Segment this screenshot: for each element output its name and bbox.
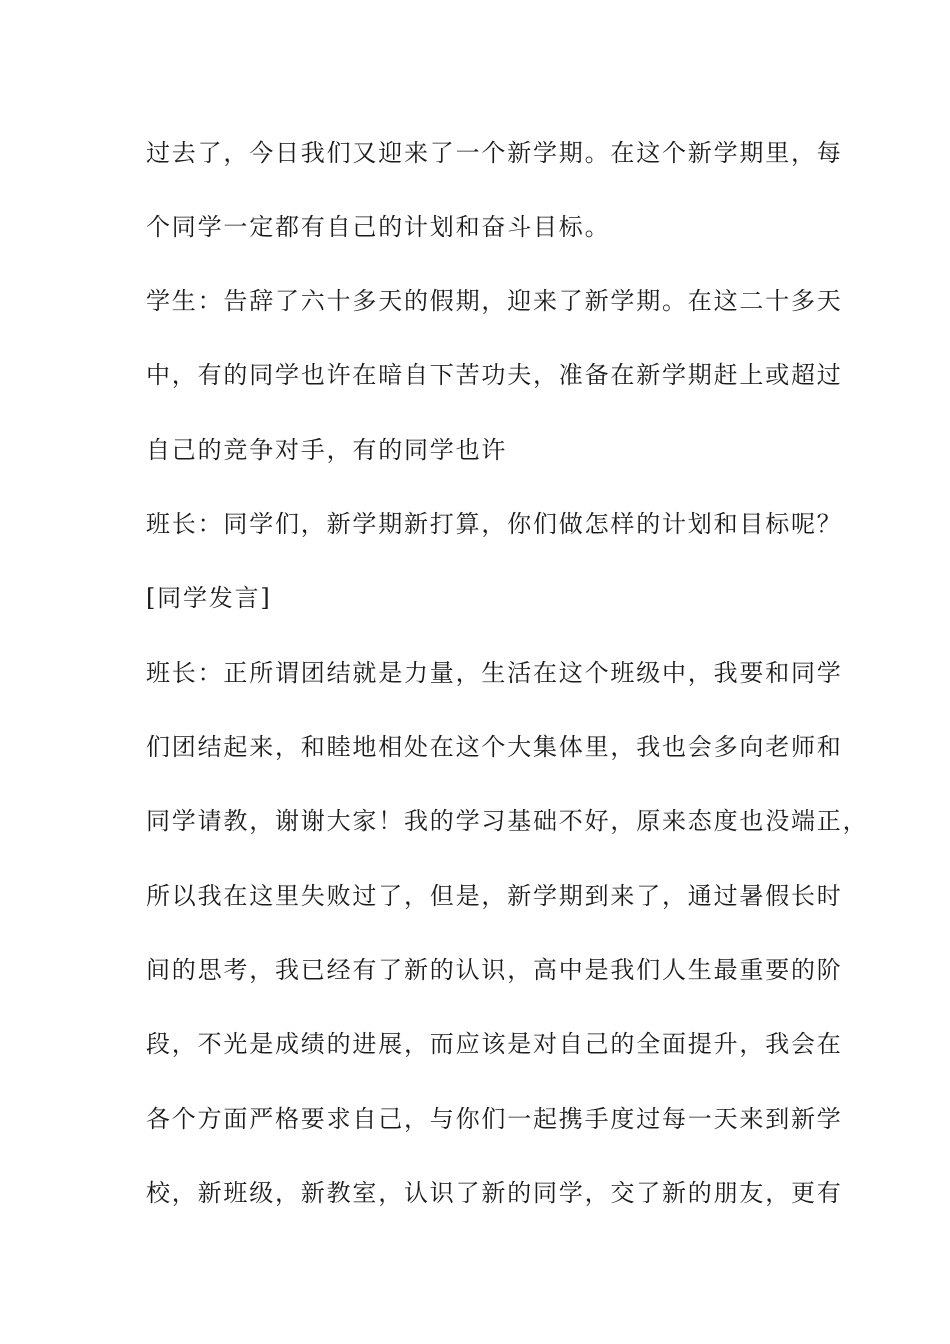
text-line: 所以我在这里失败过了，但是，新学期到来了，通过暑假长时: [146, 882, 843, 910]
text-line: [同学发言]: [146, 584, 272, 612]
text-line: 自己的竞争对手，有的同学也许: [146, 436, 508, 464]
text-line: 班长：同学们，新学期新打算，你们做怎样的计划和目标呢？: [146, 510, 843, 538]
text-line: 段，不光是成绩的进展，而应该是对自己的全面提升，我会在: [146, 1030, 843, 1058]
text-line: 们团结起来，和睦地相处在这个大集体里，我也会多向老师和: [146, 733, 843, 761]
text-line: 校，新班级，新教室，认识了新的同学，交了新的朋友，更有: [146, 1179, 843, 1207]
text-line: 过去了，今日我们又迎来了一个新学期。在这个新学期里，每: [146, 139, 843, 167]
text-line: 中，有的同学也许在暗自下苦功夫，准备在新学期赶上或超过: [146, 361, 843, 389]
text-line: 个同学一定都有自己的计划和奋斗目标。: [146, 213, 611, 241]
text-line: 班长：正所谓团结就是力量，生活在这个班级中，我要和同学: [146, 659, 843, 687]
text-line: 同学请教，谢谢大家！我的学习基础不好，原来态度也没端正，: [146, 807, 869, 835]
text-line: 间的思考，我已经有了新的认识，高中是我们人生最重要的阶: [146, 956, 843, 984]
text-line: 各个方面严格要求自己，与你们一起携手度过每一天来到新学: [146, 1105, 843, 1133]
text-line: 学生：告辞了六十多天的假期，迎来了新学期。在这二十多天: [146, 287, 843, 315]
